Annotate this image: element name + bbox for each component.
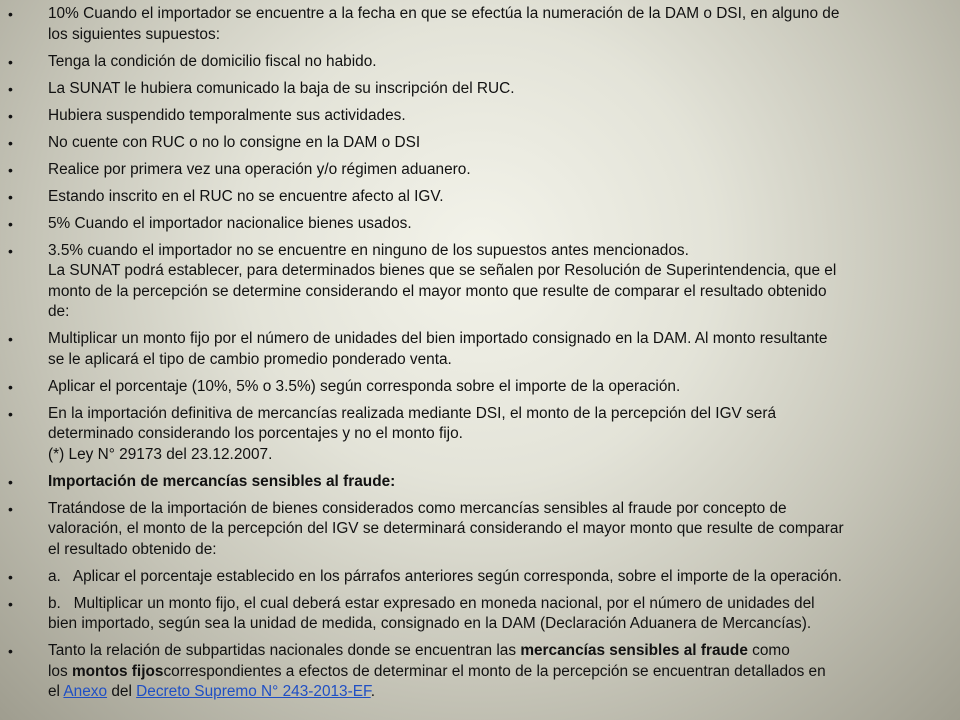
text: . — [370, 683, 375, 700]
text: los — [48, 662, 72, 680]
list-item — [0, 187, 960, 208]
item-text-line: se le aplicará el tipo de cambio promedio ponderado venta. — [48, 350, 452, 368]
text: Tanto la relación de subpartidas nacionales donde se encuentran las — [48, 642, 521, 659]
anexo-link[interactable]: Anexo — [63, 683, 108, 700]
list-item — [0, 4, 960, 45]
item-text-line: 10% Cuando el importador se encuentre a la fecha en que se efectúa la numeración de la DAM o DSI, en alguno de — [48, 5, 840, 22]
item-text-line: La SUNAT le hubiera comunicado la baja de su inscripción del RUC. — [48, 79, 515, 97]
list-item — [0, 594, 960, 635]
decreto-supremo-link[interactable]: Decreto Supremo N° 243-2013-EF — [136, 683, 371, 700]
bullet-icon: • — [8, 500, 13, 517]
text: correspondientes a efectos de determinar el monto de la percepción se encuentran detallados en — [163, 662, 826, 680]
item-text-line: No cuente con RUC o no lo consigne en la DAM o DSI — [48, 133, 421, 151]
list-item — [0, 79, 960, 100]
list-item — [0, 106, 960, 127]
list-item — [0, 241, 960, 323]
item-text-line — [48, 682, 942, 703]
bullet-icon: • — [8, 134, 13, 151]
text: del — [107, 683, 137, 700]
item-text-line: monto de la percepción se determine considerando el mayor monto que resulte de comparar el resultado obtenido — [48, 282, 827, 300]
list-item — [0, 404, 960, 466]
item-text-line: valoración, el monto de la percepción del IGV se determinará considerando el mayor monto que resulte de comparar — [48, 520, 844, 537]
text: como — [747, 642, 790, 659]
bullet-icon: • — [8, 6, 13, 22]
item-text-line: 3.5% cuando el importador no se encuentre en ninguno de los supuestos antes mencionados. — [48, 241, 689, 259]
bullet-icon: • — [8, 405, 13, 422]
list-item — [0, 133, 960, 154]
bold-text: mercancías sensibles al fraude — [520, 642, 748, 659]
bullet-icon: • — [8, 643, 13, 659]
bullet-icon: • — [8, 215, 13, 232]
item-text-line: el resultado obtenido de: — [48, 540, 217, 558]
item-text-line: Estando inscrito en el RUC no se encuentre afecto al IGV. — [48, 187, 444, 205]
item-text-line: de: — [48, 303, 70, 320]
list-item — [0, 52, 960, 73]
item-text-line: a. Aplicar el porcentaje establecido en los párrafos anteriores según corresponda, sobre el importe de la operación. — [48, 567, 842, 585]
bullet-icon: • — [8, 107, 13, 124]
item-text-line: b. Multiplicar un monto fijo, el cual deberá estar expresado en moneda nacional, por el número de unidades del — [48, 594, 815, 612]
item-text-line: Aplicar el porcentaje (10%, 5% o 3.5%) según corresponda sobre el importe de la operación. — [48, 377, 681, 395]
bullet-icon: • — [8, 568, 13, 585]
bullet-icon: • — [8, 378, 13, 395]
bullet-icon: • — [8, 80, 13, 97]
bullet-icon: • — [8, 595, 13, 612]
item-text-line: Multiplicar un monto fijo por el número de unidades del bien importado consignado en la DAM. Al monto resultante — [48, 330, 828, 347]
text: el — [48, 683, 64, 700]
section-heading: Importación de mercancías sensibles al fraude: — [48, 472, 396, 490]
list-item — [0, 160, 960, 181]
bullet-icon: • — [8, 188, 13, 205]
list-item — [0, 377, 960, 398]
item-text-line — [48, 662, 942, 683]
bullet-icon: • — [8, 331, 13, 347]
item-text-line: La SUNAT podrá establecer, para determinados bienes que se señalen por Resolución de Superintendencia, que el — [48, 262, 837, 279]
item-text-line: Hubiera suspendido temporalmente sus actividades. — [48, 106, 406, 124]
item-text-line: Tenga la condición de domicilio fiscal no habido. — [48, 52, 377, 70]
list-item — [0, 499, 960, 561]
item-text-line: (*) Ley N° 29173 del 23.12.2007. — [48, 445, 273, 463]
item-text-line: los siguientes supuestos: — [48, 25, 220, 43]
item-text-line: Tratándose de la importación de bienes considerados como mercancías sensibles al fraude por concepto de — [48, 499, 787, 517]
list-item-references — [0, 641, 960, 703]
list-item — [0, 214, 960, 235]
bullet-icon: • — [8, 53, 13, 70]
bullet-icon: • — [8, 161, 13, 178]
item-text-line — [48, 641, 942, 662]
bullet-list — [0, 4, 960, 709]
bullet-icon: • — [8, 242, 13, 259]
bold-text: montos fijos — [71, 662, 164, 680]
item-text-line: En la importación definitiva de mercancías realizada mediante DSI, el monto de la percepción del IGV será — [48, 404, 777, 422]
list-item — [0, 567, 960, 588]
item-text-line: determinado considerando los porcentajes y no el monto fijo. — [48, 425, 463, 442]
item-text-line: bien importado, según sea la unidad de medida, consignado en la DAM (Declaración Aduanera de Mercancías). — [48, 615, 812, 632]
item-text-line: Realice por primera vez una operación y/o régimen aduanero. — [48, 160, 471, 178]
list-item — [0, 472, 960, 493]
bullet-icon: • — [8, 473, 13, 490]
item-text-line: 5% Cuando el importador nacionalice bienes usados. — [48, 214, 412, 232]
list-item — [0, 329, 960, 370]
